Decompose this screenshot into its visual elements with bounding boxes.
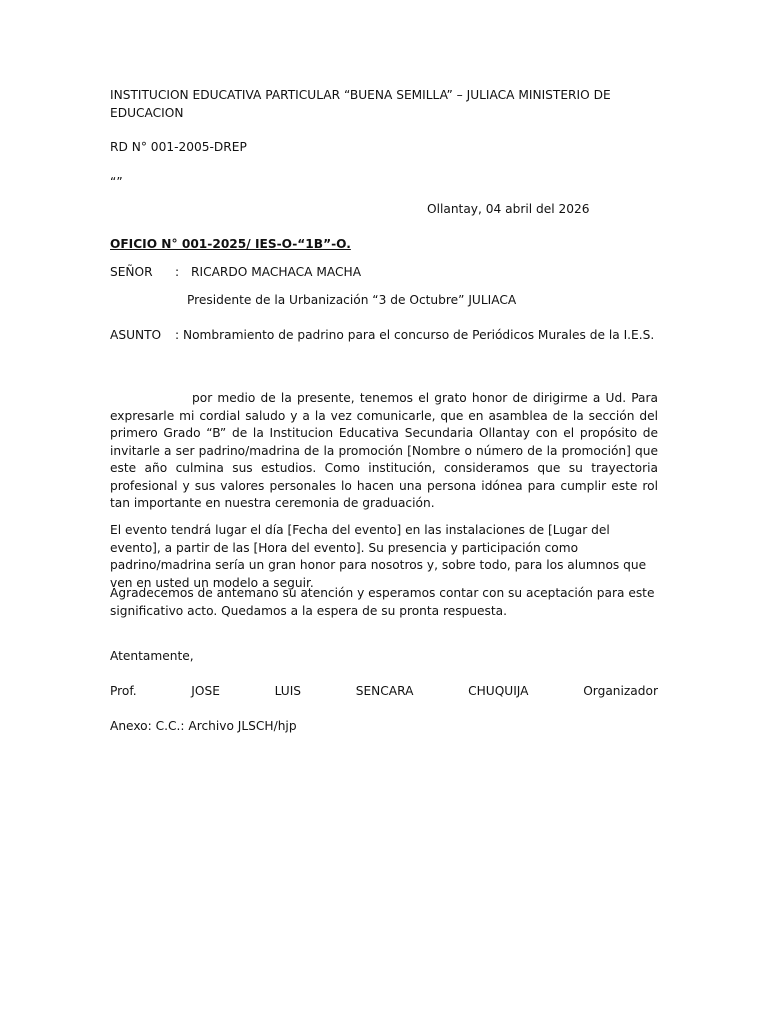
subject-text: : Nombramiento de padrino para el concurso de Periódicos Murales de la I.E.S. [175, 328, 655, 342]
signature-word: Organizador [583, 684, 658, 698]
signature-word: Prof. [110, 684, 137, 698]
subject-label: ASUNTO [110, 328, 162, 342]
body-paragraph-1 [110, 390, 658, 513]
rd-number: RD N° 001-2005-DREP [110, 140, 247, 154]
recipient-colon: : [175, 265, 180, 279]
subject-line [110, 327, 654, 345]
body-paragraph-2 [110, 522, 658, 592]
closing-salutation: Atentamente, [110, 649, 194, 663]
empty-quotes: “” [110, 175, 123, 189]
annex-line: Anexo: C.C.: Archivo JLSCH/hjp [110, 719, 297, 733]
signature-word: JOSE [191, 684, 220, 698]
institution-heading [110, 87, 658, 122]
signature-line [110, 683, 658, 701]
recipient-label: SEÑOR [110, 265, 153, 279]
body-paragraph-3-text: Agradecemos de antemano su atención y esperamos contar con su aceptación para este significativo acto. Quedamos a la espera de su pronta respuesta. [110, 586, 655, 618]
signature-word: CHUQUIJA [468, 684, 529, 698]
institution-title: INSTITUCION EDUCATIVA PARTICULAR “BUENA SEMILLA” – JULIACA MINISTERIO DE EDUCACION [110, 88, 611, 120]
signature-word: SENCARA [355, 684, 414, 698]
letter-date: Ollantay, 04 abril del 2026 [427, 202, 590, 216]
recipient-line [110, 264, 361, 282]
body-paragraph-3 [110, 585, 658, 620]
body-paragraph-1-content: por medio de la presente, tenemos el grato honor de dirigirme a Ud. Para expresarle mi cordial saludo y a la vez comunicarle, que en asamblea de la sección del primero Grado “B” de la Institucion Educativa Secundaria Ollantay con el propósito de invitarle a ser padrino/madrina de la promoción [Nombre o número de la promoción] que este año culmina sus estudios. Como institución, consideramos que su trayectoria profesional y sus valores personales lo hacen una persona idónea para cumplir este rol tan importante en nuestra ceremonia de graduación. [110, 391, 658, 510]
recipient-position: Presidente de la Urbanización “3 de Octubre” JULIACA [187, 293, 517, 307]
signature-word: LUIS [274, 684, 302, 698]
oficio-reference: OFICIO N° 001-2025/ IES-O-“1B”-O. [110, 237, 351, 251]
body-paragraph-2-text: El evento tendrá lugar el día [Fecha del evento] en las instalaciones de [Lugar del evento], a partir de las [Hora del evento]. Su presencia y participación como padrino/madrina sería un gran honor para nosotros y, sobre todo, para los alumnos que ven en usted un modelo a seguir. [110, 523, 647, 590]
body-paragraph-1-text [110, 390, 658, 513]
recipient-name: RICARDO MACHACA MACHA [191, 265, 362, 279]
